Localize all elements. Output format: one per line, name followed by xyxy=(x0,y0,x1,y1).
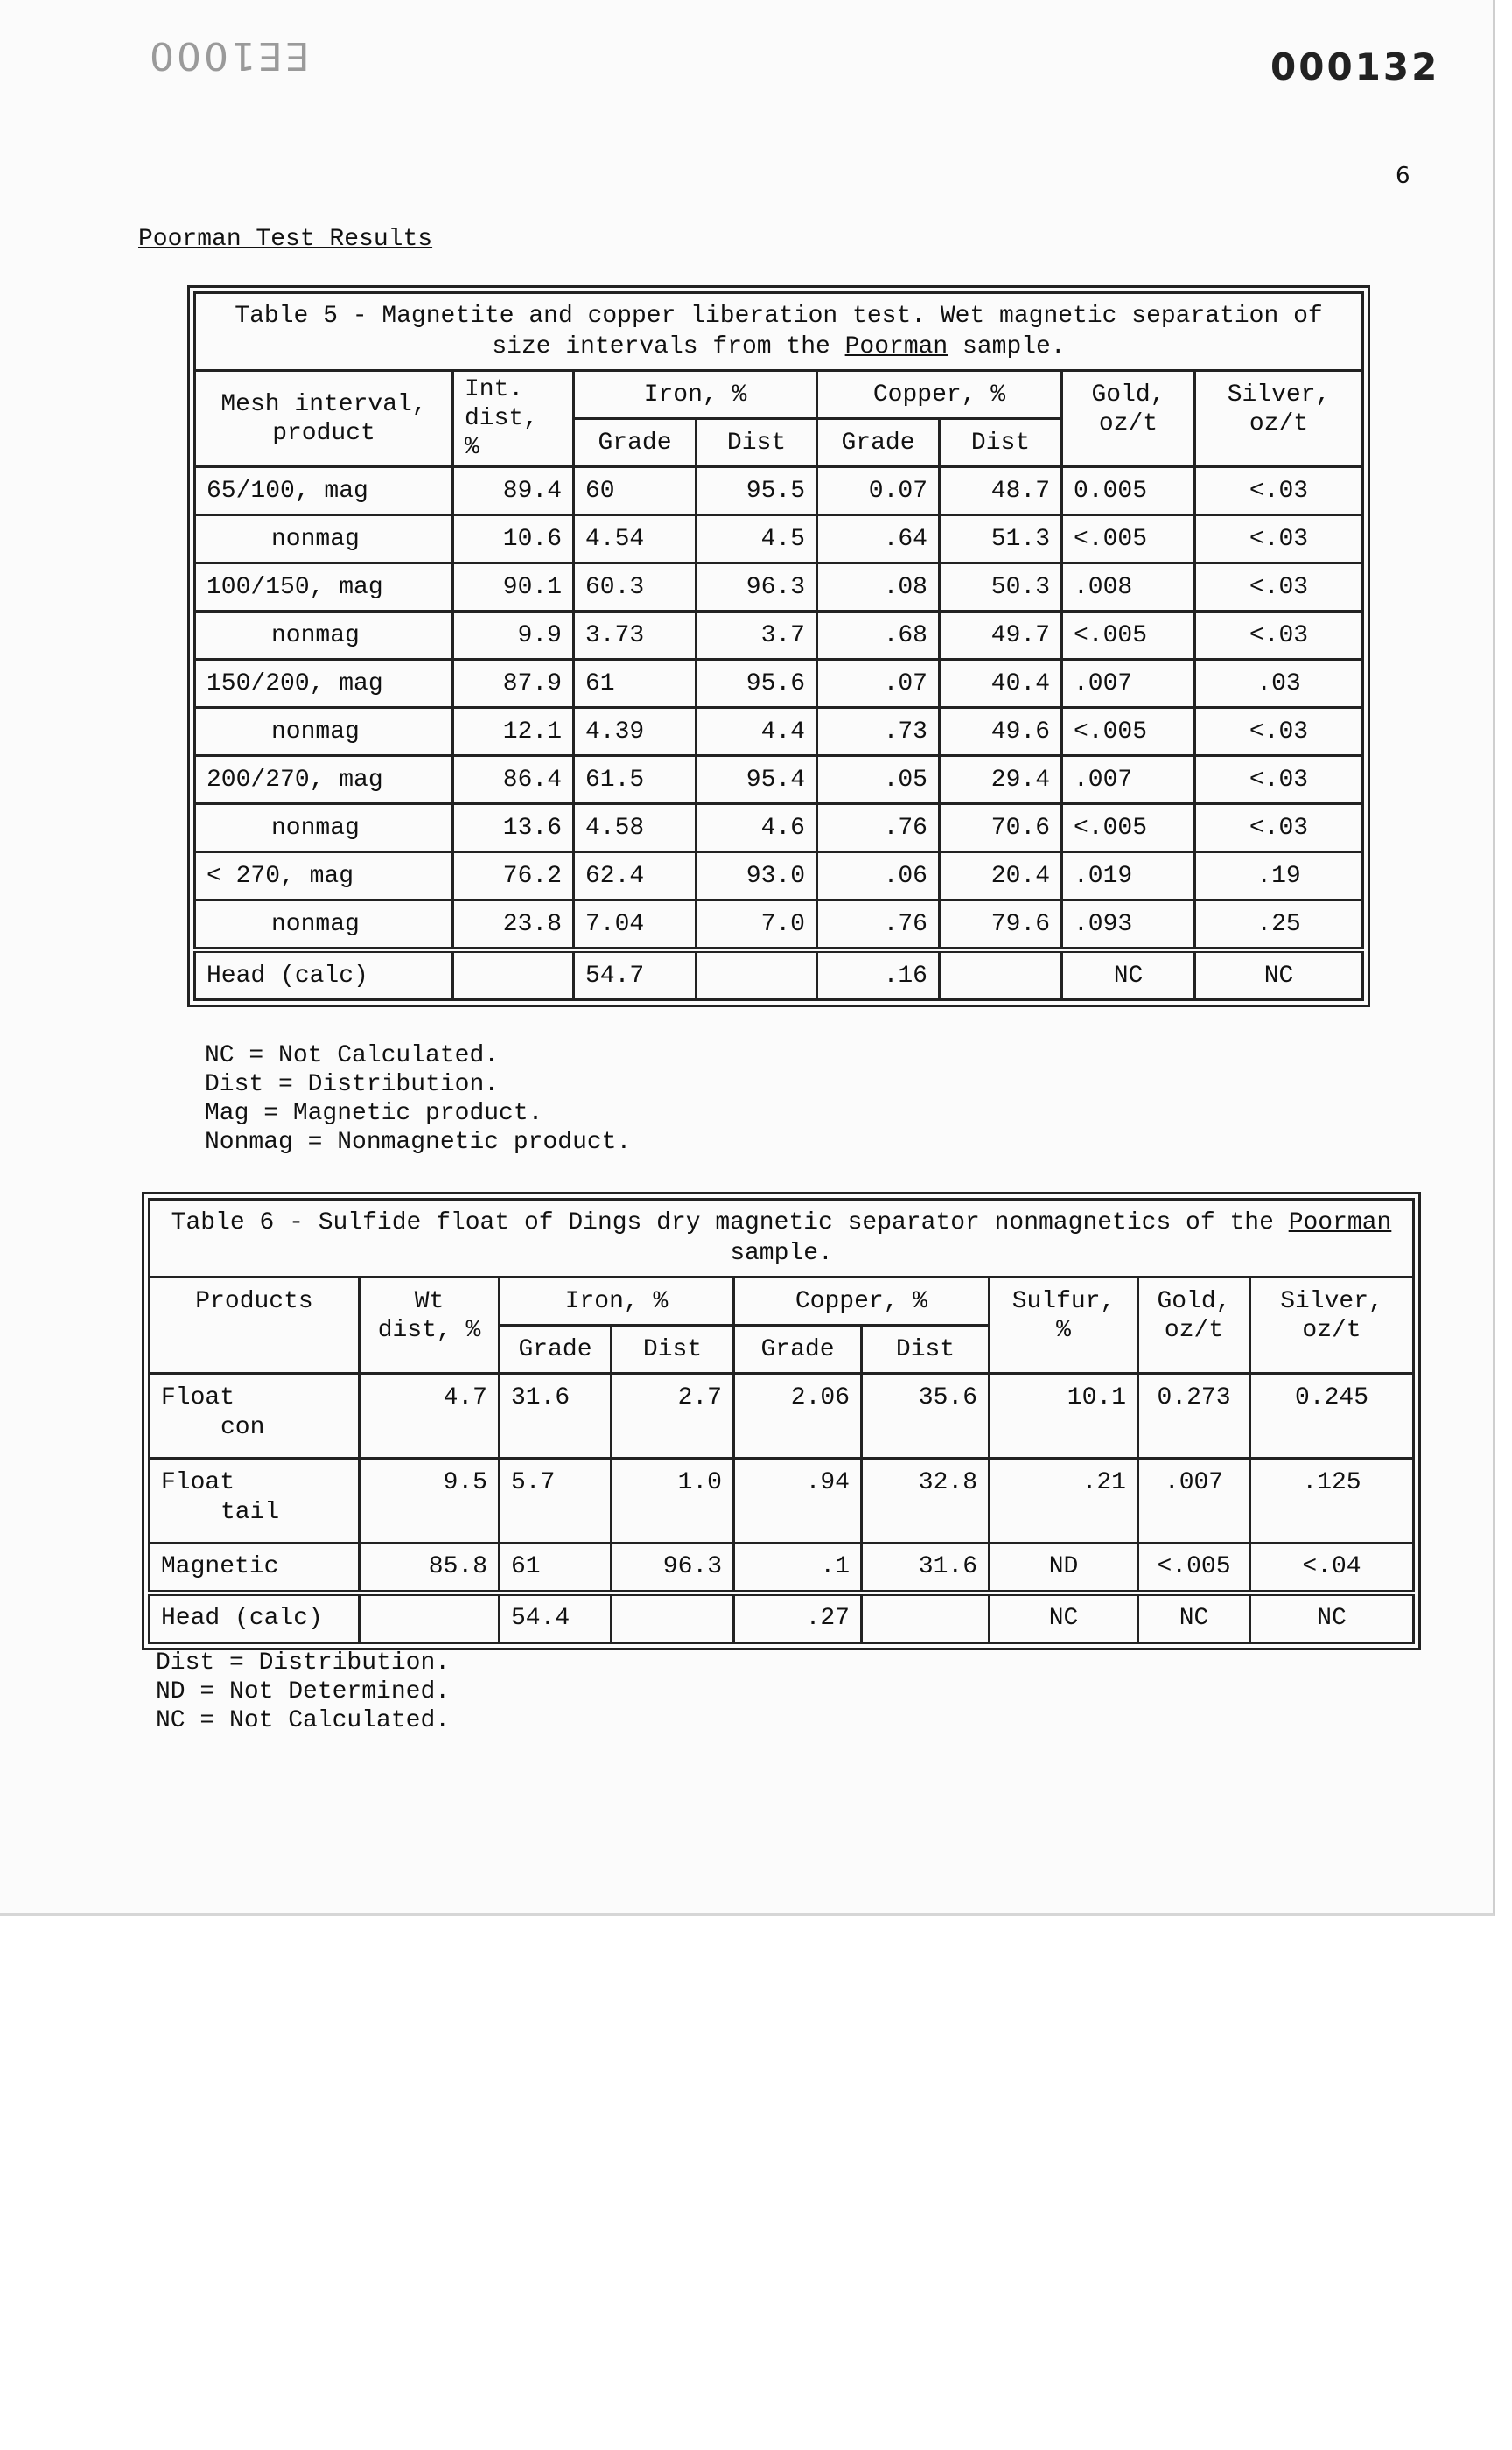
row-label: nonmag xyxy=(195,900,453,950)
table-row xyxy=(150,1544,1414,1593)
cell: .73 xyxy=(817,708,940,756)
table-row xyxy=(195,804,1363,852)
page-stamp: 000132 xyxy=(1270,46,1440,88)
cell: 93.0 xyxy=(696,852,817,900)
table-row xyxy=(195,467,1363,515)
cell: .76 xyxy=(817,900,940,950)
table-5 xyxy=(187,285,1370,1007)
col-header-iron-dist: Dist xyxy=(612,1326,734,1374)
cell: 31.6 xyxy=(500,1374,612,1459)
col-header-copper-dist: Dist xyxy=(940,419,1062,467)
cell: .125 xyxy=(1250,1459,1414,1544)
col-header-iron-dist: Dist xyxy=(696,419,817,467)
row-label: 200/270, mag xyxy=(195,756,453,804)
col-header-iron: Iron, % xyxy=(574,371,817,419)
cell: 35.6 xyxy=(862,1374,990,1459)
cell: 4.6 xyxy=(696,804,817,852)
cell: 4.7 xyxy=(360,1374,500,1459)
section-heading: Poorman Test Results xyxy=(138,226,433,253)
cell: <.03 xyxy=(1195,804,1363,852)
note: ND = Not Determined. xyxy=(156,1678,451,1705)
cell: 51.3 xyxy=(940,515,1062,564)
cell: 12.1 xyxy=(453,708,574,756)
cell: <.005 xyxy=(1062,804,1195,852)
cell: 20.4 xyxy=(940,852,1062,900)
row-label: 65/100, mag xyxy=(195,467,453,515)
note: NC = Not Calculated. xyxy=(205,1042,500,1069)
row-label xyxy=(150,1374,360,1459)
col-header-products: Products xyxy=(150,1278,360,1374)
table-row xyxy=(195,852,1363,900)
row-label xyxy=(150,1459,360,1544)
table-row xyxy=(195,612,1363,660)
cell: 1.0 xyxy=(612,1459,734,1544)
cell: 61 xyxy=(500,1544,612,1593)
cell: 86.4 xyxy=(453,756,574,804)
page-number: 6 xyxy=(1396,163,1410,189)
cell: <.03 xyxy=(1195,756,1363,804)
row-label: < 270, mag xyxy=(195,852,453,900)
col-header-iron: Iron, % xyxy=(500,1278,734,1326)
cell: .07 xyxy=(817,660,940,708)
cell: <.03 xyxy=(1195,708,1363,756)
cell: 76.2 xyxy=(453,852,574,900)
col-header-silver: Silver, oz/t xyxy=(1195,371,1363,467)
cell: .94 xyxy=(734,1459,862,1544)
table-6-caption: Table 6 - Sulfide float of Dings dry magnetic separator nonmagnetics of the Poorman sample. xyxy=(150,1200,1414,1278)
col-header-silver: Silver, oz/t xyxy=(1250,1278,1414,1374)
cell: 3.7 xyxy=(696,612,817,660)
cell: .008 xyxy=(1062,564,1195,612)
cell: .76 xyxy=(817,804,940,852)
cell: 4.39 xyxy=(574,708,696,756)
cell: 60.3 xyxy=(574,564,696,612)
cell: 60 xyxy=(574,467,696,515)
cell: .21 xyxy=(990,1459,1138,1544)
cell: 61.5 xyxy=(574,756,696,804)
cell: .03 xyxy=(1195,660,1363,708)
table-row xyxy=(195,708,1363,756)
page-stamp-inverted: EE1000 xyxy=(147,33,310,78)
cell: 49.6 xyxy=(940,708,1062,756)
note: Nonmag = Nonmagnetic product. xyxy=(205,1129,632,1156)
row-label: 100/150, mag xyxy=(195,564,453,612)
col-header-mesh: Mesh interval, product xyxy=(195,371,453,467)
cell: 32.8 xyxy=(862,1459,990,1544)
cell: 7.04 xyxy=(574,900,696,950)
cell xyxy=(696,950,817,1000)
cell: 54.4 xyxy=(500,1593,612,1643)
row-label: nonmag xyxy=(195,804,453,852)
cell: 9.9 xyxy=(453,612,574,660)
cell: 49.7 xyxy=(940,612,1062,660)
cell: <.03 xyxy=(1195,612,1363,660)
table-5-head-row xyxy=(195,950,1363,1000)
cell: Head (calc) xyxy=(195,950,453,1000)
cell: 13.6 xyxy=(453,804,574,852)
table-6-head-row xyxy=(150,1593,1414,1643)
table-row xyxy=(150,1374,1414,1459)
cell: 70.6 xyxy=(940,804,1062,852)
col-header-int-dist: Int. dist, % xyxy=(453,371,574,467)
col-header-gold: Gold, oz/t xyxy=(1062,371,1195,467)
cell: 79.6 xyxy=(940,900,1062,950)
cell: 90.1 xyxy=(453,564,574,612)
row-label: nonmag xyxy=(195,515,453,564)
cell: 10.1 xyxy=(990,1374,1138,1459)
cell: 95.5 xyxy=(696,467,817,515)
cell: NC xyxy=(1138,1593,1250,1643)
cell: 0.07 xyxy=(817,467,940,515)
note: Mag = Magnetic product. xyxy=(205,1100,543,1127)
cell xyxy=(862,1593,990,1643)
cell: NC xyxy=(1195,950,1363,1000)
cell: 4.58 xyxy=(574,804,696,852)
table-5-caption: Table 5 - Magnetite and copper liberation test. Wet magnetic separation of size intervals from the Poorman sample. xyxy=(195,293,1363,371)
cell: 95.6 xyxy=(696,660,817,708)
cell: 4.4 xyxy=(696,708,817,756)
cell: 0.273 xyxy=(1138,1374,1250,1459)
col-header-iron-grade: Grade xyxy=(574,419,696,467)
cell: 89.4 xyxy=(453,467,574,515)
col-header-copper-grade: Grade xyxy=(817,419,940,467)
row-label-line-2: con xyxy=(220,1414,265,1441)
cell: 87.9 xyxy=(453,660,574,708)
cell: 62.4 xyxy=(574,852,696,900)
cell: 2.06 xyxy=(734,1374,862,1459)
cell: <.03 xyxy=(1195,564,1363,612)
cell: 4.5 xyxy=(696,515,817,564)
row-label-line-2: tail xyxy=(220,1499,280,1526)
table-6-notes xyxy=(156,1648,450,1735)
note: Dist = Distribution. xyxy=(156,1649,451,1676)
cell: 2.7 xyxy=(612,1374,734,1459)
cell: 3.73 xyxy=(574,612,696,660)
cell: 61 xyxy=(574,660,696,708)
cell: .007 xyxy=(1138,1459,1250,1544)
cell: 85.8 xyxy=(360,1544,500,1593)
cell: 48.7 xyxy=(940,467,1062,515)
table-row xyxy=(195,756,1363,804)
cell: 0.245 xyxy=(1250,1374,1414,1459)
cell: .1 xyxy=(734,1544,862,1593)
table-row xyxy=(195,660,1363,708)
cell: <.03 xyxy=(1195,467,1363,515)
col-header-copper: Copper, % xyxy=(734,1278,990,1326)
cell: .16 xyxy=(817,950,940,1000)
cell: NC xyxy=(990,1593,1138,1643)
cell: 96.3 xyxy=(696,564,817,612)
col-header-copper-dist: Dist xyxy=(862,1326,990,1374)
cell: <.005 xyxy=(1062,708,1195,756)
col-header-wt-dist: Wt dist, % xyxy=(360,1278,500,1374)
table-6 xyxy=(142,1192,1421,1650)
col-header-copper-grade: Grade xyxy=(734,1326,862,1374)
cell: .27 xyxy=(734,1593,862,1643)
cell: .007 xyxy=(1062,756,1195,804)
cell: .68 xyxy=(817,612,940,660)
cell: <.04 xyxy=(1250,1544,1414,1593)
table-row xyxy=(150,1459,1414,1544)
cell: 96.3 xyxy=(612,1544,734,1593)
cell: .093 xyxy=(1062,900,1195,950)
cell: .06 xyxy=(817,852,940,900)
note: NC = Not Calculated. xyxy=(156,1707,451,1734)
cell: .019 xyxy=(1062,852,1195,900)
row-label-line-1: Float xyxy=(161,1384,235,1411)
cell: 7.0 xyxy=(696,900,817,950)
cell: 5.7 xyxy=(500,1459,612,1544)
cell xyxy=(453,950,574,1000)
cell: 54.7 xyxy=(574,950,696,1000)
col-header-copper: Copper, % xyxy=(817,371,1062,419)
cell: 50.3 xyxy=(940,564,1062,612)
cell: 40.4 xyxy=(940,660,1062,708)
cell: Magnetic xyxy=(150,1544,360,1593)
col-header-iron-grade: Grade xyxy=(500,1326,612,1374)
cell: NC xyxy=(1250,1593,1414,1643)
cell xyxy=(940,950,1062,1000)
row-label: 150/200, mag xyxy=(195,660,453,708)
cell: Head (calc) xyxy=(150,1593,360,1643)
cell: 23.8 xyxy=(453,900,574,950)
col-header-gold: Gold, oz/t xyxy=(1138,1278,1250,1374)
table-row xyxy=(195,515,1363,564)
cell: ND xyxy=(990,1544,1138,1593)
cell: .64 xyxy=(817,515,940,564)
table-row xyxy=(195,564,1363,612)
cell: <.005 xyxy=(1062,515,1195,564)
cell: .19 xyxy=(1195,852,1363,900)
cell: 0.005 xyxy=(1062,467,1195,515)
cell: .25 xyxy=(1195,900,1363,950)
cell: 95.4 xyxy=(696,756,817,804)
col-header-sulfur: Sulfur, % xyxy=(990,1278,1138,1374)
cell xyxy=(360,1593,500,1643)
row-label-line-1: Float xyxy=(161,1469,235,1496)
cell: <.005 xyxy=(1062,612,1195,660)
cell: 29.4 xyxy=(940,756,1062,804)
cell: 31.6 xyxy=(862,1544,990,1593)
row-label: nonmag xyxy=(195,708,453,756)
cell: .08 xyxy=(817,564,940,612)
cell: 10.6 xyxy=(453,515,574,564)
note: Dist = Distribution. xyxy=(205,1071,500,1098)
cell: .05 xyxy=(817,756,940,804)
cell: 9.5 xyxy=(360,1459,500,1544)
cell: NC xyxy=(1062,950,1195,1000)
cell: <.03 xyxy=(1195,515,1363,564)
table-5-notes xyxy=(205,1041,631,1157)
cell: 4.54 xyxy=(574,515,696,564)
cell: <.005 xyxy=(1138,1544,1250,1593)
table-row xyxy=(195,900,1363,950)
cell: .007 xyxy=(1062,660,1195,708)
cell xyxy=(612,1593,734,1643)
row-label: nonmag xyxy=(195,612,453,660)
